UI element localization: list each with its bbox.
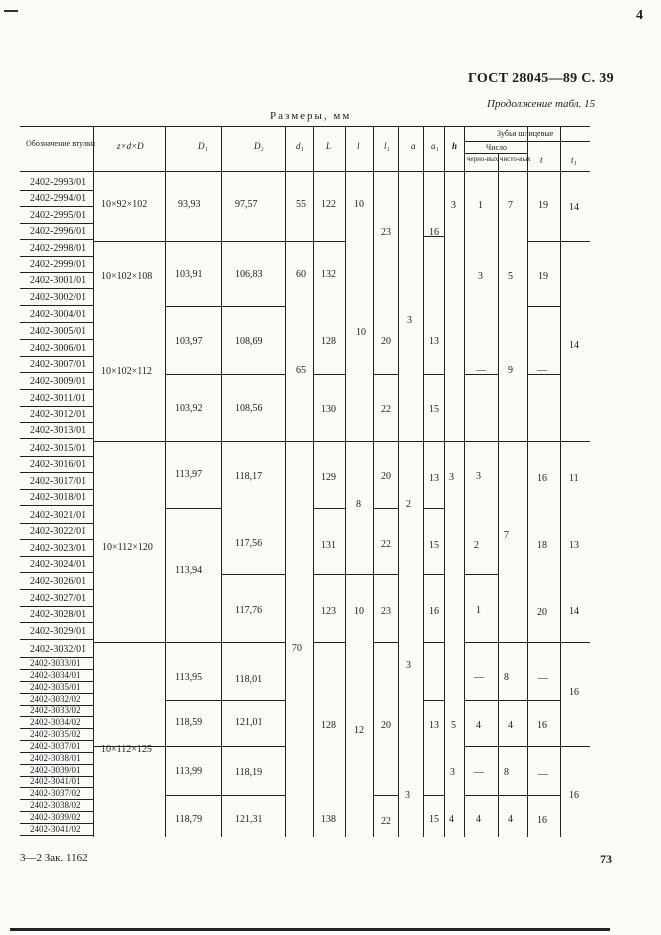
- header-zdD: z×d×D: [117, 141, 144, 151]
- column-rule: [345, 126, 346, 837]
- group-rule: [221, 574, 285, 575]
- header-bottom-rule: [20, 171, 590, 172]
- data-D2_9: 121,01: [235, 717, 263, 728]
- code-underline: [20, 190, 93, 191]
- data-D1_3: 103,97: [175, 336, 203, 347]
- code-underline: [20, 356, 93, 357]
- header-h: h: [452, 141, 458, 151]
- data-rough_10: —: [474, 767, 484, 778]
- data-a1_6: 15: [429, 540, 439, 551]
- standard-title: ГОСТ 28045—89 С. 39: [468, 71, 614, 86]
- designation-code: 2402-3041/02: [30, 824, 81, 834]
- column-rule: [221, 126, 222, 837]
- code-underline: [20, 523, 93, 524]
- data-l1_9: 20: [381, 720, 391, 731]
- data-h_1: 3: [451, 200, 456, 211]
- column-rule: [423, 126, 424, 837]
- data-finish_6: 7: [504, 530, 509, 541]
- data-t_10: —: [538, 769, 548, 780]
- data-D1_5: 113,97: [175, 469, 203, 480]
- header-d1: d₁: [296, 141, 304, 151]
- code-underline: [20, 572, 93, 573]
- group-rule: [165, 306, 285, 307]
- data-rough_3: —: [476, 365, 486, 376]
- data-h_10: 3: [450, 767, 455, 778]
- data-zdD_2: 10×102×108: [101, 271, 153, 282]
- group-rule: [93, 441, 464, 442]
- designation-code: 2402-2994/01: [30, 193, 87, 204]
- group-rule: [464, 574, 498, 575]
- data-rough_2: 3: [478, 271, 483, 282]
- group-rule: [423, 374, 444, 375]
- designation-code: 2402-2995/01: [30, 210, 87, 221]
- data-zdD_4: 10×112×120: [102, 542, 153, 553]
- designation-code: 2402-3018/01: [30, 492, 87, 503]
- data-D2_8: 118,01: [235, 674, 263, 685]
- header-t: t: [540, 155, 543, 165]
- designation-code: 2402-3034/02: [30, 717, 81, 727]
- designation-code: 2402-3038/02: [30, 800, 81, 810]
- data-a1_1: 16: [429, 227, 439, 238]
- designation-code: 2402-2999/01: [30, 259, 87, 270]
- column-rule: [313, 126, 314, 837]
- data-D1_1: 93,93: [178, 199, 201, 210]
- data-finish_11: 4: [508, 814, 513, 825]
- data-a_3: 3: [407, 315, 412, 326]
- data-L_4: 130: [321, 404, 336, 415]
- designation-code: 2402-3037/01: [30, 741, 81, 751]
- designation-code: 2402-3033/02: [30, 705, 81, 715]
- data-l1_7: 23: [381, 606, 391, 617]
- designation-code: 2402-3026/01: [30, 576, 87, 587]
- designation-code: 2402-3029/01: [30, 626, 87, 637]
- code-underline: [20, 389, 93, 390]
- code-underline: [20, 256, 93, 257]
- group-rule: [313, 508, 345, 509]
- data-l_1: 10: [354, 199, 364, 210]
- data-rough_6: 2: [474, 540, 479, 551]
- group-rule: [464, 746, 590, 747]
- group-rule: [165, 374, 285, 375]
- data-D1_9: 118,59: [175, 717, 203, 728]
- code-underline: [20, 438, 93, 439]
- data-rough_1: 1: [478, 200, 483, 211]
- data-t_5: 16: [537, 473, 547, 484]
- data-t_3: —: [537, 365, 547, 376]
- data-D2_6: 117,56: [235, 538, 263, 549]
- corner-mark: 4: [636, 8, 643, 23]
- column-rule: [285, 126, 286, 837]
- table-top-rule: [20, 126, 590, 127]
- group-rule: [373, 508, 398, 509]
- code-underline: [20, 456, 93, 457]
- code-underline: [20, 639, 93, 640]
- continuation-label: Продолжение табл. 15: [487, 98, 596, 110]
- data-D2_3: 108,69: [235, 336, 263, 347]
- data-zdD_1: 10×92×102: [101, 199, 148, 210]
- designation-code: 2402-3028/01: [30, 609, 87, 620]
- data-t_2: 19: [538, 271, 548, 282]
- header-t1: t₁: [571, 155, 577, 165]
- code-underline: [20, 505, 93, 506]
- header-D2: D₂: [254, 141, 264, 151]
- header-a1: a₁: [431, 141, 439, 151]
- data-rough_5: 3: [476, 471, 481, 482]
- data-l1_5: 20: [381, 471, 391, 482]
- designation-code: 2402-2998/01: [30, 243, 87, 254]
- code-underline: [20, 489, 93, 490]
- header-l: l: [357, 141, 360, 151]
- header-finish: чисто-вых: [500, 155, 531, 163]
- data-a1_7: 16: [429, 606, 439, 617]
- header-D1: D₁: [198, 141, 208, 151]
- group-rule: [527, 306, 560, 307]
- data-L_9: 128: [321, 720, 336, 731]
- designation-code: 2402-3021/01: [30, 510, 87, 521]
- data-t1_3: 14: [569, 340, 579, 351]
- designation-code: 2402-3015/01: [30, 443, 87, 454]
- column-rule: [527, 126, 528, 837]
- data-rough_7: 1: [476, 605, 481, 616]
- group-rule: [373, 642, 398, 643]
- group-rule: [313, 374, 345, 375]
- designation-code: 2402-3035/02: [30, 729, 81, 739]
- data-zdD_3: 10×102×112: [101, 366, 152, 377]
- group-rule: [423, 574, 444, 575]
- designation-code: 2402-3002/01: [30, 292, 87, 303]
- designation-code: 2402-3035/01: [30, 682, 81, 692]
- data-t1_7: 14: [569, 606, 579, 617]
- data-D1_2: 103,91: [175, 269, 203, 280]
- column-rule: [373, 126, 374, 837]
- data-rough_11: 4: [476, 814, 481, 825]
- footer-page-number: 73: [600, 852, 612, 866]
- data-a1_9: 13: [429, 720, 439, 731]
- designation-code: 2402-3007/01: [30, 359, 87, 370]
- data-D1_6: 113,94: [175, 565, 203, 576]
- group-rule: [93, 241, 345, 242]
- data-finish_1: 7: [508, 200, 513, 211]
- header-teeth-group: Зубья шлицевые: [497, 129, 554, 138]
- designation-code: 2402-2996/01: [30, 226, 87, 237]
- data-zdD_5: 10×112×125: [101, 744, 152, 755]
- data-a1_5: 13: [429, 473, 439, 484]
- data-D2_11: 121,31: [235, 814, 263, 825]
- code-underline: [20, 606, 93, 607]
- data-h_11: 4: [449, 814, 454, 825]
- code-underline: [20, 239, 93, 240]
- header-a: a: [411, 141, 416, 151]
- code-underline: [20, 322, 93, 323]
- group-rule: [527, 241, 590, 242]
- column-rule: [464, 126, 465, 837]
- data-a_5: 2: [406, 499, 411, 510]
- designation-code: 2402-3024/01: [30, 559, 87, 570]
- data-l_9: 12: [354, 725, 364, 736]
- data-L_5: 129: [321, 472, 336, 483]
- bottom-rule: [10, 928, 610, 931]
- data-t_9: 16: [537, 720, 547, 731]
- designation-code: 2402-3011/01: [30, 393, 86, 404]
- designation-code: 2402-3027/01: [30, 593, 87, 604]
- data-D2_7: 117,76: [235, 605, 263, 616]
- code-underline: [20, 589, 93, 590]
- data-finish_9: 4: [508, 720, 513, 731]
- designation-code: 2402-3013/01: [30, 425, 87, 436]
- code-underline: [20, 835, 93, 836]
- data-finish_10: 8: [504, 767, 509, 778]
- designation-code: 2402-3022/01: [30, 526, 87, 537]
- data-L_6: 131: [321, 540, 336, 551]
- group-rule: [373, 374, 398, 375]
- data-rough_9: 4: [476, 720, 481, 731]
- data-rough_8: —: [474, 672, 484, 683]
- data-t_11: 16: [537, 815, 547, 826]
- data-D2_2: 106,83: [235, 269, 263, 280]
- designation-code: 2402-3033/01: [30, 658, 81, 668]
- data-t1_5: 11: [569, 473, 579, 484]
- header-l1: l₁: [384, 141, 390, 151]
- group-rule: [464, 642, 590, 643]
- data-a_8: 3: [406, 660, 411, 671]
- code-underline: [20, 422, 93, 423]
- data-t_7: 20: [537, 607, 547, 618]
- data-L_11: 138: [321, 814, 336, 825]
- designation-code: 2402-3012/01: [30, 409, 87, 420]
- code-underline: [20, 622, 93, 623]
- group-rule: [165, 508, 221, 509]
- group-rule: [423, 700, 444, 701]
- group-rule: [423, 642, 444, 643]
- data-d1_1: 55: [296, 199, 306, 210]
- group-rule: [464, 795, 560, 796]
- data-t1_10: 16: [569, 790, 579, 801]
- column-rule: [93, 126, 94, 837]
- code-underline: [20, 406, 93, 407]
- data-t1_8: 16: [569, 687, 579, 698]
- code-underline: [20, 305, 93, 306]
- count-group-rule: [464, 153, 527, 154]
- designation-code: 2402-3039/01: [30, 765, 81, 775]
- designation-code: 2402-2993/01: [30, 177, 87, 188]
- column-rule: [498, 153, 499, 837]
- code-underline: [20, 372, 93, 373]
- designation-code: 2402-3009/01: [30, 376, 87, 387]
- group-rule: [313, 642, 345, 643]
- data-l_3: 10: [356, 327, 366, 338]
- code-underline: [20, 339, 93, 340]
- header-count-group: Число: [486, 143, 508, 152]
- data-D1_8: 113,95: [175, 672, 203, 683]
- data-L_2: 132: [321, 269, 336, 280]
- group-rule: [464, 700, 560, 701]
- dimensions-caption: Размеры, мм: [270, 110, 352, 122]
- data-l1_3: 20: [381, 336, 391, 347]
- data-D2_4: 108,56: [235, 403, 263, 414]
- designation-code: 2402-3004/01: [30, 309, 87, 320]
- group-rule: [373, 795, 398, 796]
- data-l_7: 10: [354, 606, 364, 617]
- group-rule: [313, 574, 398, 575]
- designation-code: 2402-3041/01: [30, 776, 81, 786]
- data-L_1: 122: [321, 199, 336, 210]
- group-rule: [423, 795, 444, 796]
- code-underline: [20, 272, 93, 273]
- data-l1_6: 22: [381, 539, 391, 550]
- group-rule: [423, 508, 444, 509]
- code-underline: [20, 223, 93, 224]
- group-rule: [93, 642, 285, 643]
- group-rule: [165, 795, 285, 796]
- group-rule: [165, 700, 285, 701]
- designation-code: 2402-3039/02: [30, 812, 81, 822]
- data-D1_11: 118,79: [175, 814, 203, 825]
- data-l1_1: 23: [381, 227, 391, 238]
- data-d1_8: 70: [292, 643, 302, 654]
- data-t1_1: 14: [569, 202, 579, 213]
- data-t_6: 18: [537, 540, 547, 551]
- designation-code: 2402-3038/01: [30, 753, 81, 763]
- data-D2_1: 97,57: [235, 199, 258, 210]
- designation-code: 2402-3023/01: [30, 543, 87, 554]
- data-a1_4: 15: [429, 404, 439, 415]
- designation-code: 2402-3032/01: [30, 644, 87, 655]
- code-underline: [20, 556, 93, 557]
- data-D1_10: 113,99: [175, 766, 203, 777]
- data-l1_11: 22: [381, 816, 391, 827]
- footer-order: 3—2 Зак. 1162: [20, 852, 88, 864]
- data-a1_3: 13: [429, 336, 439, 347]
- column-rule: [398, 126, 399, 837]
- data-t_1: 19: [538, 200, 548, 211]
- code-underline: [20, 539, 93, 540]
- designation-code: 2402-3001/01: [30, 275, 87, 286]
- designation-code: 2402-3034/01: [30, 670, 81, 680]
- group-rule: [464, 441, 590, 442]
- header-rough: черно-вых: [467, 155, 499, 163]
- data-d1_3: 65: [296, 365, 306, 376]
- designation-code: 2402-3017/01: [30, 476, 87, 487]
- code-underline: [20, 288, 93, 289]
- data-finish_3: 9: [508, 365, 513, 376]
- code-underline: [20, 206, 93, 207]
- column-rule: [165, 126, 166, 837]
- data-t1_6: 13: [569, 540, 579, 551]
- designation-code: 2402-3006/01: [30, 343, 87, 354]
- data-a_10: 3: [405, 790, 410, 801]
- data-a1_11: 15: [429, 814, 439, 825]
- data-t_8: —: [538, 673, 548, 684]
- designation-code: 2402-3005/01: [30, 326, 87, 337]
- data-D2_5: 118,17: [235, 471, 263, 482]
- designation-code: 2402-3032/02: [30, 694, 81, 704]
- code-underline: [20, 472, 93, 473]
- designation-code: 2402-3016/01: [30, 459, 87, 470]
- data-L_7: 123: [321, 606, 336, 617]
- data-l1_4: 22: [381, 404, 391, 415]
- data-L_3: 128: [321, 336, 336, 347]
- data-h_9: 5: [451, 720, 456, 731]
- data-D2_10: 118,19: [235, 767, 263, 778]
- data-d1_2: 60: [296, 269, 306, 280]
- designation-code: 2402-3037/02: [30, 788, 81, 798]
- column-rule: [560, 126, 561, 837]
- data-finish_8: 8: [504, 672, 509, 683]
- data-D1_4: 103,92: [175, 403, 203, 414]
- column-rule: [444, 126, 445, 837]
- data-h_5: 3: [449, 472, 454, 483]
- data-l_5: 8: [356, 499, 361, 510]
- header-L: L: [326, 141, 332, 151]
- data-finish_2: 5: [508, 271, 513, 282]
- header-designation: Обозначение втулки: [26, 139, 95, 148]
